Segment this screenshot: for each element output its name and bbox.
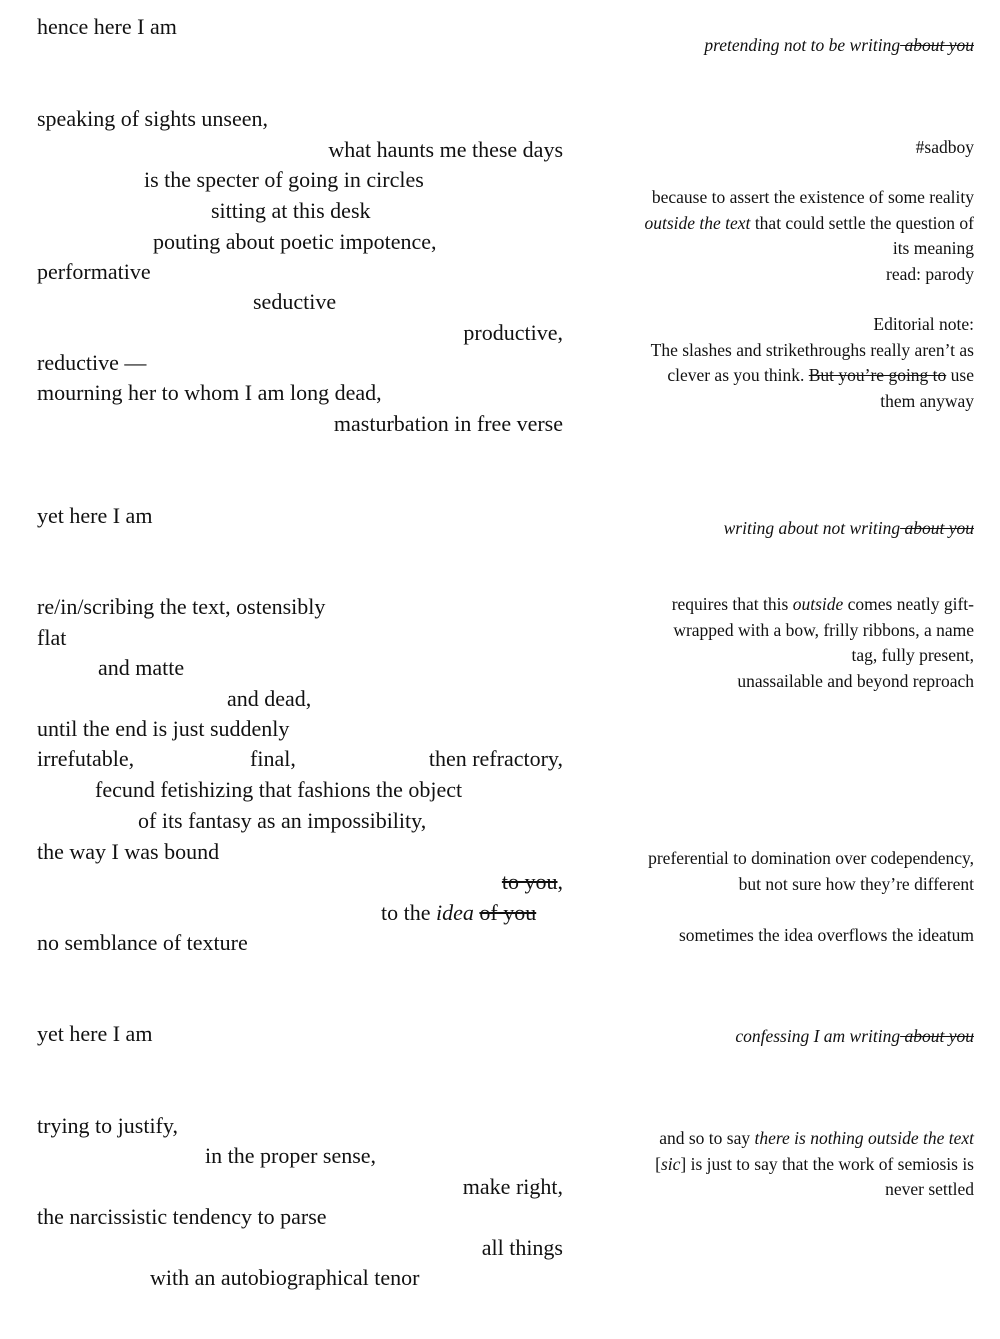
italic-text: outside the text xyxy=(644,212,751,233)
margin-note: writing about not writing about you xyxy=(723,518,974,538)
poem-line: seductive xyxy=(253,289,337,314)
italic-text: sic xyxy=(660,1153,681,1174)
poem-line: to you, xyxy=(501,869,563,894)
poem-line: until the end is just suddenly xyxy=(37,716,290,741)
poem-line: re/in/scribing the text, ostensibly xyxy=(37,594,326,619)
poem-line: irrefutable, xyxy=(37,746,135,771)
margin-note: Editorial note: The slashes and strikethroughs really aren’t as clever as you think. But you’re going to use them anyway xyxy=(650,314,974,411)
poem-line: performative xyxy=(37,259,151,284)
margin-note: and so to say there is nothing outside the text [sic] is just to say that the work of semiosis is never settled xyxy=(655,1128,974,1199)
poem-line: to the idea of you xyxy=(381,900,537,925)
poem-line: yet here I am xyxy=(37,1021,153,1046)
poem-line: make right, xyxy=(462,1174,563,1199)
margin-note: confessing I am writing about you xyxy=(735,1026,974,1046)
struck-text: of you xyxy=(479,900,537,925)
margin-note: because to assert the existence of some reality outside the text that could settle the question of its meaning read: parody xyxy=(644,187,974,284)
poem-line: fecund fetishizing that fashions the object xyxy=(95,777,463,802)
struck-text: about you xyxy=(900,1026,974,1046)
poem-line: mourning her to whom I am long dead, xyxy=(37,380,382,405)
poem-line: hence here I am xyxy=(37,14,177,39)
poem-line: is the specter of going in circles xyxy=(144,167,424,192)
poem-line: yet here I am xyxy=(37,503,153,528)
poem-line: masturbation in free verse xyxy=(333,411,563,436)
margin-note: preferential to domination over codependency, but not sure how they’re different xyxy=(648,848,974,894)
poem-line: trying to justify, xyxy=(37,1113,178,1138)
poem-line: no semblance of texture xyxy=(37,930,248,955)
poem-line: the narcissistic tendency to parse xyxy=(37,1204,327,1229)
poem-line: the way I was bound xyxy=(37,839,220,864)
italic-text: idea xyxy=(436,900,474,925)
poem-line: speaking of sights unseen, xyxy=(37,106,268,131)
poem-line: productive, xyxy=(463,320,563,345)
poem-line: all things xyxy=(481,1235,563,1260)
struck-text: about you xyxy=(900,35,974,55)
italic-text: outside xyxy=(792,594,844,614)
poem-line: flat xyxy=(37,625,67,650)
poem-line: of its fantasy as an impossibility, xyxy=(138,808,427,833)
poem-line: what haunts me these days xyxy=(328,137,563,162)
poem-line: then refractory, xyxy=(428,746,563,771)
poem-line: final, xyxy=(250,746,296,771)
poem-line: sitting at this desk xyxy=(211,198,371,223)
poem-line: with an autobiographical tenor xyxy=(150,1265,420,1290)
margin-note: pretending not to be writing about you xyxy=(704,35,974,55)
margin-note: sometimes the idea overflows the ideatum xyxy=(679,925,974,945)
struck-text: But you’re going to xyxy=(808,365,947,385)
struck-text: about you xyxy=(900,518,974,538)
struck-text: to you xyxy=(501,869,558,894)
poem-line: in the proper sense, xyxy=(205,1143,377,1168)
margin-note: requires that this outside comes neatly gift- wrapped with a bow, frilly ribbons, a name tag, fully present, unassailable and beyond reproach xyxy=(671,594,974,691)
poem-line: and dead, xyxy=(227,686,312,711)
poem-line: and matte xyxy=(98,655,185,680)
italic-text: there is nothing outside the text xyxy=(754,1128,974,1148)
margin-note: #sadboy xyxy=(915,137,974,157)
poem-line: pouting about poetic impotence, xyxy=(153,229,437,254)
poem-line: reductive — xyxy=(37,350,147,375)
